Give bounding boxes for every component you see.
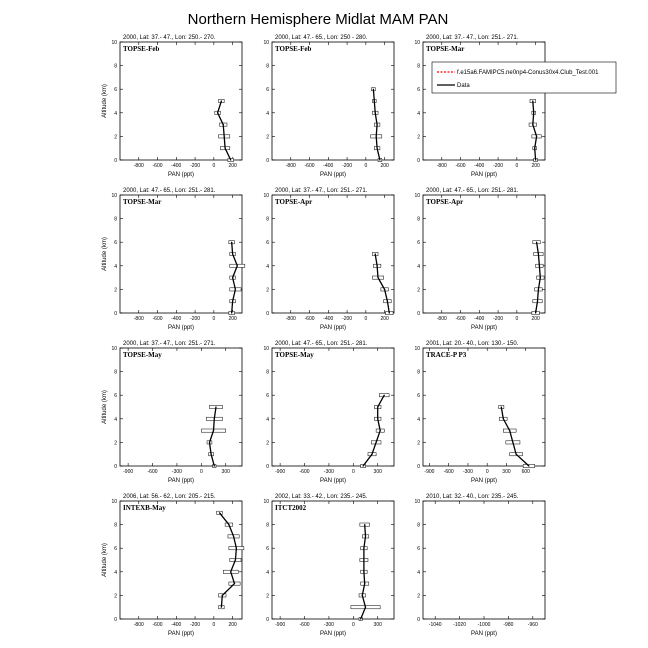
- x-tick-label: -800: [285, 163, 296, 169]
- x-tick-label: -400: [323, 316, 334, 322]
- y-tick-label: 8: [417, 63, 420, 70]
- x-tick-label: 600: [521, 469, 530, 475]
- data-point: [377, 124, 378, 125]
- y-tick-label: 0: [266, 464, 269, 470]
- data-series: [217, 511, 244, 609]
- data-point: [219, 512, 220, 513]
- legend-data-label: Data: [457, 83, 470, 89]
- panel-label: TOPSE-Mar: [426, 45, 465, 53]
- data-point: [536, 242, 537, 243]
- y-tick-label: 4: [266, 110, 269, 117]
- x-tick-label: -400: [171, 316, 182, 322]
- y-tick-label: 6: [114, 546, 117, 553]
- panel-header: 2000, Lat: 47.- 65., Lon: 250 - 280.: [275, 35, 368, 41]
- data-point: [360, 618, 361, 619]
- panel-7: [102, 341, 242, 484]
- x-tick-label: 0: [485, 469, 489, 475]
- y-tick-label: 8: [114, 216, 117, 223]
- x-tick-label: 300: [221, 469, 230, 475]
- plot-frame: [423, 42, 545, 160]
- figure-title: Northern Hemisphere Midlat MAM PAN: [187, 11, 449, 28]
- x-tick-label: -600: [152, 163, 163, 169]
- y-tick-label: 4: [114, 569, 117, 576]
- data-point: [234, 583, 235, 584]
- data-series: [351, 523, 380, 621]
- panel-header: 2000, Lat: 47.- 65., Lon: 251.- 281.: [275, 341, 368, 347]
- y-tick-label: 2: [114, 593, 117, 600]
- y-tick-label: 0: [417, 158, 420, 164]
- panel-header: 2000, Lat: 37.- 47., Lon: 251.- 271.: [275, 188, 368, 194]
- x-axis-label: PAN (ppt): [168, 325, 194, 331]
- x-axis-label: PAN (ppt): [168, 172, 194, 178]
- data-point: [363, 548, 364, 549]
- data-point: [538, 289, 539, 290]
- data-point: [224, 136, 225, 137]
- y-tick-label: 0: [266, 617, 269, 623]
- plot-frame: [423, 195, 545, 313]
- y-tick-label: 0: [417, 464, 420, 470]
- data-point: [225, 148, 226, 149]
- data-point: [221, 100, 222, 101]
- panel-10: [102, 494, 244, 637]
- data-point: [231, 312, 232, 313]
- x-tick-label: -400: [474, 316, 485, 322]
- x-tick-label: 0: [364, 163, 368, 169]
- y-tick-label: 0: [114, 311, 117, 317]
- y-tick-label: 0: [266, 311, 269, 317]
- x-axis-label: PAN (ppt): [320, 325, 346, 331]
- panel-label: TOPSE-Apr: [426, 198, 464, 206]
- y-axis-label: Altitude (km): [102, 84, 108, 118]
- y-tick-label: 4: [114, 110, 117, 117]
- x-tick-label: -400: [474, 163, 485, 169]
- data-point: [232, 301, 233, 302]
- y-tick-label: 10: [111, 499, 117, 505]
- panel-label: TOPSE-May: [123, 351, 162, 359]
- y-tick-label: 10: [111, 346, 117, 352]
- data-point: [389, 312, 390, 313]
- y-tick-label: 4: [266, 416, 269, 423]
- data-point: [533, 112, 534, 113]
- y-tick-label: 2: [114, 287, 117, 294]
- panel-1: [102, 35, 242, 178]
- x-tick-label: 200: [228, 163, 237, 169]
- plot-frame: [272, 501, 394, 619]
- data-point: [528, 465, 529, 466]
- x-tick-label: -600: [443, 469, 454, 475]
- plot-frame: [120, 195, 242, 313]
- y-tick-label: 10: [414, 346, 420, 352]
- x-axis-label: PAN (ppt): [168, 631, 194, 637]
- legend-model-label: f.e15a6.FAMIPC5.ne0np4-Conus30x4.Club_Test.001: [457, 70, 599, 76]
- y-tick-label: 8: [114, 369, 117, 376]
- data-point: [364, 524, 365, 525]
- x-tick-label: 0: [364, 316, 368, 322]
- data-point: [362, 595, 363, 596]
- x-tick-label: -200: [190, 316, 201, 322]
- data-point: [532, 124, 533, 125]
- data-point: [222, 595, 223, 596]
- x-tick-label: -600: [152, 316, 163, 322]
- x-tick-label: -300: [323, 469, 334, 475]
- x-tick-label: 200: [380, 163, 389, 169]
- data-point: [363, 559, 364, 560]
- x-axis-label: PAN (ppt): [320, 478, 346, 484]
- plot-frame: [423, 501, 545, 619]
- panel-label: TOPSE-Feb: [275, 45, 312, 53]
- y-tick-label: 2: [417, 134, 420, 141]
- data-point: [377, 418, 378, 419]
- plot-frame: [120, 348, 242, 466]
- y-tick-label: 6: [114, 393, 117, 400]
- data-point: [539, 265, 540, 266]
- data-line: [375, 254, 389, 313]
- data-point: [516, 454, 517, 455]
- y-tick-label: 10: [111, 40, 117, 46]
- panel-header: 2006, Lat: 56.- 62., Lon: 205.- 215.: [123, 494, 216, 500]
- data-point: [535, 159, 536, 160]
- x-tick-label: 0: [199, 469, 203, 475]
- y-tick-label: 6: [266, 393, 269, 400]
- y-tick-label: 6: [417, 87, 420, 94]
- data-point: [509, 430, 510, 431]
- x-tick-label: -900: [275, 622, 286, 628]
- y-tick-label: 2: [417, 440, 420, 447]
- y-axis-label: Altitude (km): [102, 390, 108, 424]
- data-point: [365, 607, 366, 608]
- y-tick-label: 4: [114, 416, 117, 423]
- panel-label: TOPSE-May: [275, 351, 314, 359]
- x-tick-label: -600: [304, 316, 315, 322]
- x-tick-label: -1040: [428, 622, 442, 628]
- data-point: [230, 159, 231, 160]
- x-tick-label: 200: [380, 316, 389, 322]
- y-tick-label: 0: [417, 617, 420, 623]
- x-axis-label: PAN (ppt): [471, 478, 497, 484]
- data-point: [363, 571, 364, 572]
- y-tick-label: 10: [263, 346, 269, 352]
- panel-8: [263, 341, 394, 484]
- y-tick-label: 8: [114, 522, 117, 529]
- data-series: [229, 241, 245, 315]
- data-point: [377, 277, 378, 278]
- data-series: [529, 99, 541, 161]
- y-tick-label: 10: [111, 193, 117, 199]
- x-tick-label: -900: [275, 469, 286, 475]
- x-tick-label: -960: [527, 622, 538, 628]
- y-tick-label: 2: [417, 593, 420, 600]
- x-tick-label: -800: [133, 622, 144, 628]
- y-tick-label: 10: [414, 499, 420, 505]
- x-tick-label: -600: [152, 622, 163, 628]
- data-point: [538, 253, 539, 254]
- y-tick-label: 6: [417, 240, 420, 247]
- y-tick-label: 10: [414, 40, 420, 46]
- data-point: [214, 465, 215, 466]
- x-tick-label: -200: [342, 316, 353, 322]
- x-tick-label: -1000: [477, 622, 491, 628]
- data-point: [365, 536, 366, 537]
- x-tick-label: 0: [212, 622, 216, 628]
- y-tick-label: 6: [266, 546, 269, 553]
- y-tick-label: 4: [417, 416, 420, 423]
- data-point: [213, 430, 214, 431]
- panel-label: TRACE-P P3: [426, 351, 467, 359]
- x-tick-label: 200: [531, 163, 540, 169]
- x-axis-label: PAN (ppt): [471, 172, 497, 178]
- y-tick-label: 4: [266, 263, 269, 270]
- y-tick-label: 2: [114, 440, 117, 447]
- data-point: [532, 100, 533, 101]
- x-axis-label: PAN (ppt): [471, 325, 497, 331]
- data-point: [235, 289, 236, 290]
- data-point: [231, 242, 232, 243]
- x-tick-label: -600: [304, 163, 315, 169]
- y-tick-label: 4: [417, 263, 420, 270]
- y-tick-label: 8: [417, 522, 420, 529]
- panel-header: 2000, Lat: 37.- 47., Lon: 251.- 271.: [426, 35, 519, 41]
- data-point: [375, 253, 376, 254]
- y-tick-label: 6: [114, 240, 117, 247]
- data-point: [209, 442, 210, 443]
- y-axis-label: Altitude (km): [102, 237, 108, 271]
- y-tick-label: 0: [114, 464, 117, 470]
- x-tick-label: 0: [351, 469, 355, 475]
- x-tick-label: -400: [171, 622, 182, 628]
- x-tick-label: -980: [503, 622, 514, 628]
- x-tick-label: 300: [502, 469, 511, 475]
- x-tick-label: 200: [228, 316, 237, 322]
- y-tick-label: 10: [263, 193, 269, 199]
- x-tick-label: -800: [133, 316, 144, 322]
- x-tick-label: -800: [436, 163, 447, 169]
- data-point: [501, 406, 502, 407]
- x-tick-label: -400: [323, 163, 334, 169]
- data-series: [201, 405, 225, 467]
- panel-11: [263, 494, 394, 637]
- y-tick-label: 6: [417, 393, 420, 400]
- x-tick-label: -300: [171, 469, 182, 475]
- x-tick-label: -200: [190, 622, 201, 628]
- x-tick-label: -200: [342, 163, 353, 169]
- legend: [432, 62, 616, 93]
- y-tick-label: 10: [263, 499, 269, 505]
- data-point: [221, 607, 222, 608]
- x-tick-label: -1020: [453, 622, 466, 628]
- data-point: [217, 112, 218, 113]
- x-tick-label: -600: [299, 469, 310, 475]
- y-tick-label: 6: [266, 240, 269, 247]
- data-series: [371, 88, 382, 162]
- data-point: [377, 406, 378, 407]
- data-point: [373, 89, 374, 90]
- x-tick-label: -900: [424, 469, 435, 475]
- x-tick-label: -200: [493, 163, 504, 169]
- panel-label: ITCT2002: [275, 504, 307, 512]
- x-tick-label: -400: [171, 163, 182, 169]
- y-tick-label: 8: [417, 216, 420, 223]
- data-point: [233, 536, 234, 537]
- y-tick-label: 2: [266, 440, 269, 447]
- y-tick-label: 6: [114, 87, 117, 94]
- x-tick-label: -200: [190, 163, 201, 169]
- panel-6: [414, 188, 545, 331]
- x-tick-label: 300: [373, 469, 382, 475]
- panel-12: [414, 494, 545, 637]
- data-point: [371, 454, 372, 455]
- plot-frame: [423, 348, 545, 466]
- data-point: [364, 583, 365, 584]
- y-tick-label: 8: [266, 63, 269, 70]
- panel-label: TOPSE-Apr: [275, 198, 313, 206]
- data-point: [228, 524, 229, 525]
- panel-header: 2010, Lat: 32.- 40., Lon: 235.- 245.: [426, 494, 519, 500]
- x-tick-label: 0: [351, 622, 355, 628]
- data-point: [214, 418, 215, 419]
- data-line: [501, 407, 529, 466]
- panel-header: 2000, Lat: 47.- 65., Lon: 251.- 281.: [426, 188, 519, 194]
- y-tick-label: 8: [114, 63, 117, 70]
- data-point: [235, 559, 236, 560]
- y-tick-label: 10: [414, 193, 420, 199]
- panel-header: 2000, Lat: 37.- 47., Lon: 250.- 270.: [123, 35, 216, 41]
- x-tick-label: 200: [228, 622, 237, 628]
- y-tick-label: 2: [266, 287, 269, 294]
- data-point: [375, 112, 376, 113]
- data-point: [380, 430, 381, 431]
- y-tick-label: 0: [114, 617, 117, 623]
- data-point: [210, 454, 211, 455]
- y-tick-label: 0: [266, 158, 269, 164]
- x-tick-label: 0: [212, 163, 216, 169]
- y-tick-label: 8: [266, 522, 269, 529]
- data-point: [534, 148, 535, 149]
- x-tick-label: 0: [515, 163, 519, 169]
- y-tick-label: 0: [114, 158, 117, 164]
- x-tick-label: -900: [123, 469, 134, 475]
- panel-3: [414, 35, 545, 178]
- panel-header: 2000, Lat: 37.- 47., Lon: 251.- 271.: [123, 341, 216, 347]
- y-tick-label: 2: [114, 134, 117, 141]
- y-tick-label: 8: [266, 216, 269, 223]
- x-axis-label: PAN (ppt): [168, 478, 194, 484]
- panel-label: TOPSE-Feb: [123, 45, 160, 53]
- data-point: [236, 548, 237, 549]
- data-series: [499, 405, 535, 467]
- data-line: [210, 407, 217, 466]
- panel-label: INTEXB-May: [123, 504, 166, 512]
- y-tick-label: 4: [114, 263, 117, 270]
- data-point: [384, 289, 385, 290]
- x-tick-label: -600: [455, 163, 466, 169]
- x-tick-label: 0: [212, 316, 216, 322]
- x-tick-label: -300: [462, 469, 473, 475]
- panel-2: [263, 35, 394, 178]
- x-tick-label: 300: [373, 622, 382, 628]
- data-point: [503, 418, 504, 419]
- data-point: [230, 571, 231, 572]
- y-tick-label: 2: [266, 593, 269, 600]
- x-tick-label: -600: [147, 469, 158, 475]
- x-tick-label: -800: [436, 316, 447, 322]
- x-tick-label: -600: [455, 316, 466, 322]
- y-tick-label: 4: [417, 110, 420, 117]
- x-tick-label: -600: [299, 622, 310, 628]
- x-tick-label: 0: [515, 316, 519, 322]
- data-point: [379, 159, 380, 160]
- data-point: [387, 301, 388, 302]
- data-series: [372, 252, 393, 314]
- data-series: [215, 99, 234, 161]
- panel-header: 2002, Lat: 33.- 42., Lon: 235.- 245.: [275, 494, 368, 500]
- x-axis-label: PAN (ppt): [320, 172, 346, 178]
- data-series: [532, 241, 544, 315]
- panel-9: [414, 341, 545, 484]
- x-tick-label: -300: [323, 622, 334, 628]
- y-tick-label: 6: [266, 87, 269, 94]
- y-tick-label: 0: [417, 311, 420, 317]
- data-point: [377, 148, 378, 149]
- panel-header: 2001, Lat: 20.- 40., Lon: 130.- 150.: [426, 341, 519, 347]
- x-axis-label: PAN (ppt): [320, 631, 346, 637]
- data-point: [237, 265, 238, 266]
- data-point: [223, 124, 224, 125]
- y-tick-label: 4: [266, 569, 269, 576]
- data-point: [512, 442, 513, 443]
- y-tick-label: 10: [263, 40, 269, 46]
- panel-4: [102, 188, 245, 331]
- data-point: [376, 136, 377, 137]
- panel-header: 2000, Lat: 47.- 65., Lon: 251.- 281.: [123, 188, 216, 194]
- data-point: [537, 301, 538, 302]
- data-point: [362, 465, 363, 466]
- y-tick-label: 6: [417, 546, 420, 553]
- data-point: [232, 277, 233, 278]
- x-tick-label: 200: [531, 316, 540, 322]
- data-point: [377, 265, 378, 266]
- data-line: [218, 101, 231, 160]
- panel-label: TOPSE-Mar: [123, 198, 162, 206]
- data-point: [536, 136, 537, 137]
- data-point: [384, 395, 385, 396]
- data-point: [376, 442, 377, 443]
- x-axis-label: PAN (ppt): [471, 631, 497, 637]
- data-point: [540, 277, 541, 278]
- y-tick-label: 8: [266, 369, 269, 376]
- data-point: [374, 100, 375, 101]
- x-tick-label: -800: [133, 163, 144, 169]
- data-point: [232, 253, 233, 254]
- data-line: [533, 101, 537, 160]
- y-tick-label: 4: [417, 569, 420, 576]
- data-series: [361, 394, 389, 468]
- y-axis-label: Altitude (km): [102, 543, 108, 577]
- data-point: [535, 312, 536, 313]
- y-tick-label: 2: [266, 134, 269, 141]
- panel-5: [263, 188, 394, 331]
- y-tick-label: 8: [417, 369, 420, 376]
- y-tick-label: 2: [417, 287, 420, 294]
- x-tick-label: -200: [493, 316, 504, 322]
- x-tick-label: -800: [285, 316, 296, 322]
- data-point: [215, 406, 216, 407]
